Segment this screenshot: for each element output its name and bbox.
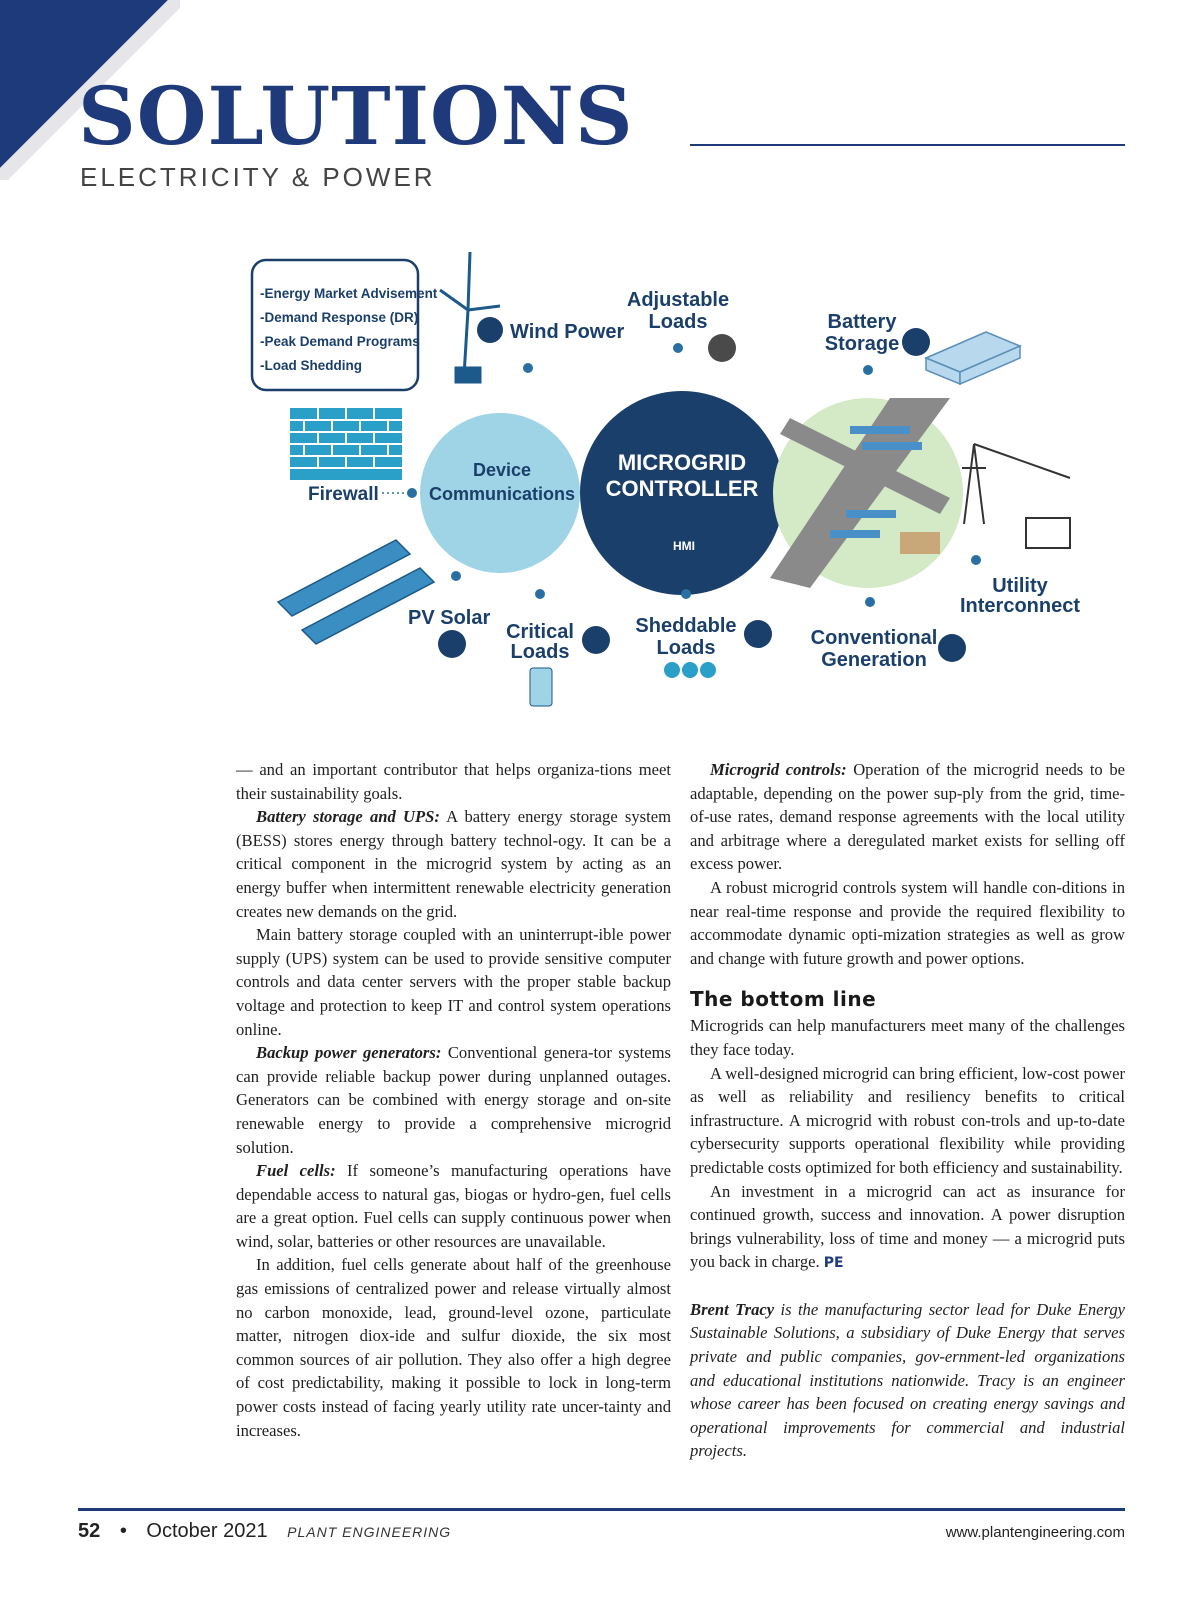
conventional-generation-label: Generation (821, 649, 927, 671)
microgrid-diagram (250, 248, 1080, 718)
paragraph: An investment in a microgrid can act as insurance for continued growth, success and innovation. A power disruption brings vulnerability, loss of time and money — a microgrid puts you back in charge. PE (690, 1181, 1125, 1272)
battery-icon (902, 328, 930, 356)
footer-rule (78, 1508, 1125, 1511)
article-column-right (690, 758, 1125, 1463)
generator-icon (938, 634, 966, 662)
paragraph: Backup power generators: Conventional genera-tor systems can provide reliable backup power during unplanned outages. Generators can be combined with energy storage and on-site renewable energy to provide a comprehensive microgrid solution. (236, 1043, 671, 1157)
paragraph: A robust microgrid controls system will handle con-ditions in near real-time response and provide the required flexibility to accommodate dynamic opti-mization strategies as well as grow and change with future growth and power options. (690, 877, 1125, 968)
utility-interconnect-label: Interconnect (959, 595, 1080, 617)
connector-dot (523, 363, 533, 373)
wind-power-label: Wind Power (510, 321, 625, 343)
paragraph-lead: Fuel cells: (256, 1161, 336, 1181)
website-url[interactable]: www.plantengineering.com (945, 1524, 1125, 1541)
title-rule (690, 144, 1125, 146)
connector-dot (407, 488, 417, 498)
article-column-left (236, 758, 671, 1442)
utility-interconnect-label: Utility (992, 575, 1048, 597)
paragraph-lead: Battery storage and UPS: (256, 807, 440, 827)
pv-solar-label: PV Solar (408, 607, 491, 629)
services-item: -Demand Response (DR) (260, 310, 419, 325)
fan-icon (708, 334, 736, 362)
sheddable-loads-label: Sheddable (635, 615, 737, 637)
connector-dot (535, 589, 545, 599)
sheddable-loads-label: Loads (656, 637, 716, 659)
battery-rack-icon (926, 332, 1020, 384)
services-item: -Energy Market Advisement (260, 286, 438, 301)
battery-storage-label: Storage (824, 333, 900, 355)
connector-dot (971, 555, 981, 565)
connector-dot (451, 571, 461, 581)
connector-dot (673, 343, 683, 353)
solar-icon (438, 630, 466, 658)
device-label: Device (472, 460, 532, 480)
controller-label: CONTROLLER (605, 476, 759, 501)
author-bio: Brent Tracy is the manufacturing sector lead for Duke Energy Sustainable Solutions, a subsidiary of Duke Energy that serves private and public companies, gov-ernment-led organizations and educational institutions nationwide. Tracy is an engineer whose career has been focused on creating energy savings and operational improvements for commercial and industrial projects. (690, 1299, 1125, 1461)
services-item: -Load Shedding (260, 358, 362, 373)
paragraph: Main battery storage coupled with an uninterrupt-ible power supply (UPS) system can be used to provide sensitive computer controls and data center servers with the proper stable backup voltage and protection to keep IT and control system operations online. (236, 925, 671, 1039)
end-mark: PE (823, 1255, 844, 1272)
paragraph: Battery storage and UPS: A battery energy storage system (BESS) stores energy through battery technol-ogy. It can be a critical component in the microgrid system by acting as an energy buffer when intermittent renewable electricity generation creates new demands on the grid. (236, 807, 671, 921)
campus-map-circle (770, 398, 963, 588)
paragraph: Microgrids can help manufacturers meet many of the challenges they face today. (690, 1016, 1125, 1059)
paragraph: Fuel cells: If someone’s manufacturing operations have dependable access to natural gas, biogas or hydro-gen, fuel cells are a great option. Fuel cells can supply continuous power when wind, solar, batteries or other resources are unavailable. (236, 1161, 671, 1251)
section-title: SOLUTIONS (78, 69, 634, 163)
section-subtitle: ELECTRICITY & POWER (80, 162, 436, 192)
paragraph: In addition, fuel cells generate about half of the greenhouse gas emissions of centralized power and release virtually almost no carbon monoxide, lead, ground-level ozone, particulate matter, nitrogen diox-ide and sulfur dioxide, the six most common sources of air pollution. They also offer a high degree of cost predictability, making it possible to lock in long-term power costs instead of facing yearly utility rate uncer-tainty and increases. (236, 1255, 671, 1440)
communications-label: Communications (428, 484, 576, 504)
lightbulb-icon (664, 662, 716, 678)
paragraph-lead: Backup power generators: (256, 1043, 442, 1063)
services-item: -Peak Demand Programs (260, 334, 420, 349)
hmi-label: HMI (673, 539, 695, 553)
paragraph: A well-designed microgrid can bring efficient, low-cost power as well as reliability and resiliency benefits to critical infrastructure. A microgrid with robust con-trols and up-to-date cybersecurity supports operational flexibility while providing predictable costs optimized for both efficiency and sustainability. (690, 1063, 1125, 1177)
battery-storage-label: Battery (827, 311, 897, 333)
conventional-generation-label: Conventional (810, 627, 938, 649)
paragraph: — and an important contributor that helps organiza-tions meet their sustainability goals. (236, 760, 671, 803)
controller-label: MICROGRID (617, 450, 747, 475)
connector-dot (681, 589, 691, 599)
publication-name: PLANT ENGINEERING (287, 1524, 452, 1540)
author-name: Brent Tracy (690, 1299, 775, 1319)
issue-date: October 2021 (146, 1520, 268, 1542)
adjustable-loads-label: Adjustable (626, 289, 730, 311)
footer-bullet: • (119, 1520, 127, 1542)
down-chart-icon (744, 620, 772, 648)
chart-icon (582, 626, 610, 654)
connector-dot (863, 365, 873, 375)
critical-loads-label: Loads (510, 641, 570, 663)
page-footer (78, 1520, 1125, 1543)
wind-icon (477, 317, 503, 343)
page-number: 52 (78, 1520, 101, 1542)
adjustable-loads-label: Loads (648, 311, 708, 333)
critical-loads-label: Critical (506, 621, 574, 643)
paragraph: Microgrid controls: Operation of the microgrid needs to be adaptable, depending on the power sup-ply from the grid, time-of-use rates, demand response agreements with the local utility and arbitrage where a deregulated market exists for selling off excess power. (690, 760, 1125, 874)
firewall-icon (290, 408, 402, 480)
connector-dot (865, 597, 875, 607)
firewall-label: Firewall (308, 484, 379, 505)
transmission-tower-icon (962, 444, 1070, 548)
subhead: The bottom line (690, 987, 877, 1012)
outlet-icon (530, 668, 552, 706)
paragraph-lead: Microgrid controls: (710, 760, 847, 779)
wind-turbine-icon (440, 252, 500, 382)
